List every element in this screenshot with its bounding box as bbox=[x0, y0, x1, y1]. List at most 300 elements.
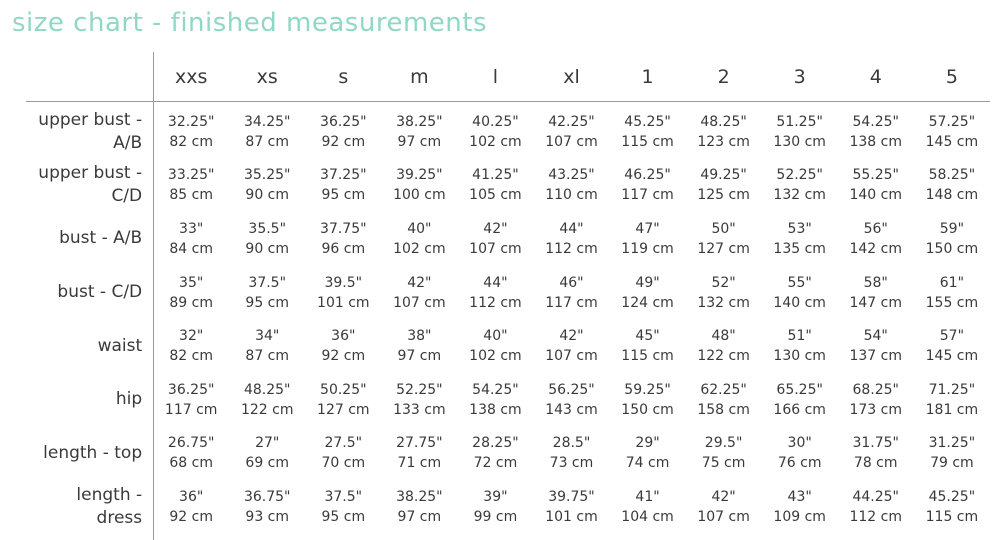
cm-value: 115 cm bbox=[621, 348, 674, 365]
measurement-cell bbox=[381, 159, 457, 213]
measurement-cell bbox=[229, 212, 305, 266]
cm-value: 181 cm bbox=[925, 401, 979, 418]
inches-value: 41.25" bbox=[472, 167, 519, 184]
cm-value: 101 cm bbox=[317, 294, 370, 311]
inches-value: 34" bbox=[255, 328, 280, 345]
inches-value: 41" bbox=[635, 488, 660, 505]
inches-value: 48.25" bbox=[243, 381, 291, 398]
measurement-cell bbox=[229, 427, 305, 481]
cm-value: 73 cm bbox=[549, 455, 594, 472]
inches-value: 34.25" bbox=[243, 113, 291, 130]
inches-value: 44.25" bbox=[852, 488, 899, 505]
measurement-cell bbox=[610, 480, 686, 534]
cm-value: 85 cm bbox=[169, 187, 213, 204]
cm-value: 150 cm bbox=[925, 240, 979, 257]
inches-value: 45.25" bbox=[928, 488, 976, 505]
inches-value: 44" bbox=[483, 274, 508, 291]
inches-value: 37.5" bbox=[324, 488, 363, 505]
measurement-cell bbox=[686, 101, 762, 159]
inches-value: 54.25" bbox=[472, 381, 519, 398]
cm-value: 123 cm bbox=[697, 133, 750, 150]
measurement-cell bbox=[686, 159, 762, 213]
row-label-line: dress bbox=[96, 507, 143, 528]
measurement-cell bbox=[533, 266, 609, 320]
inches-value: 46" bbox=[559, 274, 584, 291]
cm-value: 82 cm bbox=[169, 348, 213, 365]
inches-value: 35.5" bbox=[248, 220, 287, 237]
cm-value: 140 cm bbox=[773, 294, 826, 311]
cm-value: 117 cm bbox=[164, 401, 218, 418]
inches-value: 36.75" bbox=[243, 488, 291, 505]
inches-value: 49" bbox=[635, 274, 660, 291]
inches-value: 30" bbox=[787, 435, 812, 452]
inches-value: 36.25" bbox=[167, 381, 215, 398]
measurement-cell bbox=[533, 101, 609, 159]
cm-value: 76 cm bbox=[777, 455, 822, 472]
cm-value: 92 cm bbox=[169, 508, 213, 525]
cm-value: 102 cm bbox=[393, 240, 446, 257]
measurement-cell bbox=[153, 101, 229, 159]
row-label-line: bust - C/D bbox=[57, 282, 143, 303]
measurement-cell bbox=[762, 427, 838, 481]
cm-value: 71 cm bbox=[397, 455, 442, 472]
measurement-cell bbox=[686, 319, 762, 373]
measurement-cell bbox=[229, 159, 305, 213]
measurement-cell bbox=[305, 101, 381, 159]
size-header: xl bbox=[563, 65, 580, 88]
cm-value: 90 cm bbox=[245, 240, 290, 257]
cm-value: 145 cm bbox=[925, 348, 979, 365]
cm-value: 107 cm bbox=[697, 508, 750, 525]
cm-value: 115 cm bbox=[621, 133, 674, 150]
measurement-cell bbox=[686, 212, 762, 266]
inches-value: 48.25" bbox=[700, 113, 747, 130]
cm-value: 142 cm bbox=[849, 240, 902, 257]
size-header: 5 bbox=[945, 65, 958, 88]
measurement-cell bbox=[762, 266, 838, 320]
inches-value: 43.25" bbox=[548, 167, 595, 184]
measurement-cell bbox=[686, 373, 762, 427]
measurement-cell bbox=[914, 212, 990, 266]
row-label-line: upper bust - bbox=[38, 109, 143, 130]
header-corner bbox=[0, 52, 153, 101]
measurement-cell bbox=[610, 319, 686, 373]
inches-value: 42.25" bbox=[548, 113, 595, 130]
inches-value: 56" bbox=[863, 220, 888, 237]
measurement-cell bbox=[381, 266, 457, 320]
cm-value: 122 cm bbox=[240, 401, 294, 418]
measurement-cell bbox=[838, 480, 914, 534]
measurement-cell bbox=[762, 212, 838, 266]
cm-value: 78 cm bbox=[853, 455, 898, 472]
inches-value: 29" bbox=[635, 435, 660, 452]
measurement-cell bbox=[838, 266, 914, 320]
size-header: l bbox=[492, 65, 499, 88]
measurement-cell bbox=[686, 266, 762, 320]
cm-value: 97 cm bbox=[397, 133, 442, 150]
inches-value: 54" bbox=[863, 328, 888, 345]
inches-value: 42" bbox=[483, 220, 508, 237]
row-label bbox=[0, 480, 153, 534]
cm-value: 72 cm bbox=[473, 455, 518, 472]
cm-value: 166 cm bbox=[773, 401, 826, 418]
measurement-cell bbox=[533, 480, 609, 534]
cm-value: 138 cm bbox=[849, 133, 902, 150]
inches-value: 33.25" bbox=[167, 167, 215, 184]
inches-value: 39" bbox=[483, 488, 508, 505]
cm-value: 92 cm bbox=[321, 133, 366, 150]
inches-value: 65.25" bbox=[776, 381, 823, 398]
measurement-cell bbox=[305, 373, 381, 427]
measurement-cell bbox=[533, 373, 609, 427]
inches-value: 61" bbox=[939, 274, 965, 291]
measurement-row bbox=[0, 212, 990, 266]
cm-value: 117 cm bbox=[621, 187, 674, 204]
measurement-cell bbox=[914, 266, 990, 320]
inches-value: 28.25" bbox=[472, 435, 519, 452]
row-label bbox=[0, 373, 153, 427]
measurement-cell bbox=[229, 480, 305, 534]
cm-value: 109 cm bbox=[773, 508, 826, 525]
measurement-row bbox=[0, 266, 990, 320]
measurement-cell bbox=[457, 266, 533, 320]
measurement-cell bbox=[610, 159, 686, 213]
measurement-cell bbox=[610, 101, 686, 159]
measurement-cell bbox=[533, 319, 609, 373]
measurement-cell bbox=[229, 101, 305, 159]
measurement-cell bbox=[153, 159, 229, 213]
cm-value: 115 cm bbox=[925, 508, 979, 525]
inches-value: 32.25" bbox=[167, 113, 215, 130]
row-label bbox=[0, 427, 153, 481]
size-header: xs bbox=[256, 65, 278, 88]
cm-value: 70 cm bbox=[321, 455, 366, 472]
inches-value: 52.25" bbox=[776, 167, 823, 184]
measurement-cell bbox=[305, 159, 381, 213]
inches-value: 35" bbox=[179, 274, 204, 291]
cm-value: 148 cm bbox=[925, 187, 979, 204]
measurement-cell bbox=[305, 319, 381, 373]
measurement-cell bbox=[610, 212, 686, 266]
inches-value: 57.25" bbox=[928, 113, 976, 130]
inches-value: 62.25" bbox=[700, 381, 747, 398]
inches-value: 37.25" bbox=[320, 167, 367, 184]
inches-value: 50" bbox=[711, 220, 736, 237]
measurement-cell bbox=[838, 159, 914, 213]
cm-value: 132 cm bbox=[697, 294, 750, 311]
cm-value: 101 cm bbox=[545, 508, 598, 525]
inches-value: 36" bbox=[331, 328, 356, 345]
row-label-line: bust - A/B bbox=[59, 228, 143, 249]
inches-value: 27.5" bbox=[324, 435, 363, 452]
measurement-cell bbox=[914, 159, 990, 213]
inches-value: 57" bbox=[939, 328, 965, 345]
measurement-cell bbox=[533, 159, 609, 213]
measurement-cell bbox=[762, 373, 838, 427]
inches-value: 36.25" bbox=[320, 113, 367, 130]
measurement-cell bbox=[533, 427, 609, 481]
cm-value: 127 cm bbox=[697, 240, 750, 257]
measurement-cell bbox=[457, 212, 533, 266]
row-label-line: length - top bbox=[43, 442, 143, 463]
cm-value: 95 cm bbox=[321, 508, 366, 525]
inches-value: 27" bbox=[255, 435, 280, 452]
inches-value: 55" bbox=[787, 274, 812, 291]
cm-value: 130 cm bbox=[773, 133, 826, 150]
measurement-rows bbox=[0, 101, 990, 534]
size-header: m bbox=[410, 65, 429, 88]
measurement-cell bbox=[610, 427, 686, 481]
cm-value: 90 cm bbox=[245, 187, 290, 204]
measurement-cell bbox=[686, 427, 762, 481]
size-header: 4 bbox=[869, 65, 882, 88]
cm-value: 147 cm bbox=[849, 294, 902, 311]
measurement-row bbox=[0, 319, 990, 373]
measurement-cell bbox=[457, 373, 533, 427]
measurement-cell bbox=[914, 480, 990, 534]
cm-value: 89 cm bbox=[169, 294, 213, 311]
measurement-cell bbox=[838, 427, 914, 481]
row-label bbox=[0, 159, 153, 213]
measurement-cell bbox=[229, 319, 305, 373]
inches-value: 35.25" bbox=[243, 167, 291, 184]
cm-value: 124 cm bbox=[621, 294, 674, 311]
inches-value: 51" bbox=[787, 328, 812, 345]
inches-value: 53" bbox=[787, 220, 812, 237]
cm-value: 95 cm bbox=[321, 187, 366, 204]
inches-value: 59.25" bbox=[624, 381, 671, 398]
inches-value: 44" bbox=[559, 220, 584, 237]
inches-value: 58" bbox=[863, 274, 888, 291]
measurement-cell bbox=[153, 319, 229, 373]
inches-value: 58.25" bbox=[928, 167, 976, 184]
measurement-cell bbox=[686, 480, 762, 534]
measurement-cell bbox=[762, 480, 838, 534]
cm-value: 117 cm bbox=[545, 294, 598, 311]
inches-value: 54.25" bbox=[852, 113, 899, 130]
size-header: 1 bbox=[641, 65, 654, 88]
measurement-cell bbox=[838, 212, 914, 266]
inches-value: 45.25" bbox=[624, 113, 671, 130]
measurement-cell bbox=[381, 319, 457, 373]
inches-value: 31.25" bbox=[928, 435, 976, 452]
cm-value: 93 cm bbox=[245, 508, 290, 525]
measurement-cell bbox=[153, 212, 229, 266]
cm-value: 135 cm bbox=[773, 240, 826, 257]
measurement-cell bbox=[305, 266, 381, 320]
measurement-cell bbox=[153, 266, 229, 320]
inches-value: 51.25" bbox=[776, 113, 823, 130]
row-label-line: hip bbox=[115, 389, 143, 410]
inches-value: 50.25" bbox=[320, 381, 367, 398]
row-label bbox=[0, 266, 153, 320]
measurement-cell bbox=[153, 427, 229, 481]
row-label bbox=[0, 319, 153, 373]
cm-value: 75 cm bbox=[701, 455, 746, 472]
inches-value: 49.25" bbox=[700, 167, 747, 184]
measurement-cell bbox=[914, 427, 990, 481]
row-label-line: waist bbox=[97, 335, 143, 356]
cm-value: 104 cm bbox=[621, 508, 674, 525]
measurement-row bbox=[0, 373, 990, 427]
measurement-cell bbox=[153, 480, 229, 534]
cm-value: 68 cm bbox=[169, 455, 213, 472]
cm-value: 107 cm bbox=[545, 348, 598, 365]
row-label-line: A/B bbox=[113, 132, 143, 153]
cm-value: 82 cm bbox=[169, 133, 213, 150]
inches-value: 59" bbox=[939, 220, 965, 237]
measurement-cell bbox=[457, 159, 533, 213]
inches-value: 33" bbox=[179, 220, 204, 237]
cm-value: 143 cm bbox=[545, 401, 598, 418]
measurement-cell bbox=[914, 101, 990, 159]
cm-value: 107 cm bbox=[469, 240, 522, 257]
size-header-row bbox=[0, 52, 990, 101]
measurement-cell bbox=[914, 319, 990, 373]
inches-value: 39.75" bbox=[548, 488, 595, 505]
size-header: xxs bbox=[174, 65, 208, 88]
inches-value: 68.25" bbox=[852, 381, 899, 398]
inches-value: 36" bbox=[179, 488, 204, 505]
measurement-cell bbox=[381, 480, 457, 534]
inches-value: 40" bbox=[483, 328, 508, 345]
measurement-cell bbox=[533, 212, 609, 266]
inches-value: 47" bbox=[635, 220, 660, 237]
cm-value: 150 cm bbox=[621, 401, 674, 418]
inches-value: 31.75" bbox=[852, 435, 899, 452]
cm-value: 102 cm bbox=[469, 133, 522, 150]
cm-value: 84 cm bbox=[169, 240, 213, 257]
measurement-cell bbox=[762, 319, 838, 373]
cm-value: 133 cm bbox=[393, 401, 446, 418]
size-header: 2 bbox=[717, 65, 730, 88]
inches-value: 42" bbox=[711, 488, 736, 505]
inches-value: 39.5" bbox=[324, 274, 363, 291]
cm-value: 122 cm bbox=[697, 348, 750, 365]
cm-value: 97 cm bbox=[397, 508, 442, 525]
cm-value: 140 cm bbox=[849, 187, 902, 204]
measurement-cell bbox=[610, 373, 686, 427]
inches-value: 46.25" bbox=[624, 167, 671, 184]
inches-value: 42" bbox=[407, 274, 432, 291]
cm-value: 110 cm bbox=[545, 187, 598, 204]
measurement-cell bbox=[381, 212, 457, 266]
inches-value: 29.5" bbox=[704, 435, 743, 452]
cm-value: 155 cm bbox=[925, 294, 979, 311]
inches-value: 45" bbox=[635, 328, 660, 345]
measurement-cell bbox=[838, 101, 914, 159]
cm-value: 105 cm bbox=[469, 187, 522, 204]
cm-value: 112 cm bbox=[469, 294, 522, 311]
inches-value: 71.25" bbox=[928, 381, 976, 398]
inches-value: 32" bbox=[179, 328, 204, 345]
row-label-line: upper bust - bbox=[38, 163, 143, 184]
measurement-cell bbox=[229, 266, 305, 320]
inches-value: 56.25" bbox=[548, 381, 595, 398]
inches-value: 37.75" bbox=[320, 220, 367, 237]
inches-value: 39.25" bbox=[396, 167, 443, 184]
cm-value: 69 cm bbox=[245, 455, 290, 472]
cm-value: 173 cm bbox=[849, 401, 902, 418]
cm-value: 107 cm bbox=[545, 133, 598, 150]
measurement-row bbox=[0, 427, 990, 481]
inches-value: 26.75" bbox=[167, 435, 215, 452]
cm-value: 87 cm bbox=[245, 133, 290, 150]
inches-value: 43" bbox=[787, 488, 812, 505]
measurement-cell bbox=[838, 373, 914, 427]
cm-value: 87 cm bbox=[245, 348, 290, 365]
cm-value: 130 cm bbox=[773, 348, 826, 365]
cm-value: 145 cm bbox=[925, 133, 979, 150]
cm-value: 97 cm bbox=[397, 348, 442, 365]
cm-value: 100 cm bbox=[393, 187, 446, 204]
inches-value: 28.5" bbox=[552, 435, 591, 452]
measurement-row bbox=[0, 480, 990, 534]
cm-value: 132 cm bbox=[773, 187, 826, 204]
cm-value: 112 cm bbox=[545, 240, 598, 257]
chart-title: size chart - finished measurements bbox=[12, 8, 487, 38]
measurement-cell bbox=[457, 480, 533, 534]
measurement-cell bbox=[305, 427, 381, 481]
inches-value: 52.25" bbox=[396, 381, 443, 398]
cm-value: 95 cm bbox=[245, 294, 290, 311]
measurement-cell bbox=[838, 319, 914, 373]
cm-value: 79 cm bbox=[930, 455, 974, 472]
cm-value: 112 cm bbox=[849, 508, 902, 525]
measurement-cell bbox=[914, 373, 990, 427]
measurement-cell bbox=[457, 319, 533, 373]
size-header: s bbox=[338, 65, 349, 88]
row-label-line: C/D bbox=[111, 186, 143, 207]
cm-value: 127 cm bbox=[317, 401, 370, 418]
cm-value: 92 cm bbox=[321, 348, 366, 365]
measurement-cell bbox=[305, 480, 381, 534]
inches-value: 38.25" bbox=[396, 488, 443, 505]
measurement-row bbox=[0, 159, 990, 213]
cm-value: 102 cm bbox=[469, 348, 522, 365]
cm-value: 125 cm bbox=[697, 187, 750, 204]
cm-value: 158 cm bbox=[697, 401, 750, 418]
measurement-row bbox=[0, 101, 990, 159]
inches-value: 37.5" bbox=[248, 274, 287, 291]
inches-value: 40.25" bbox=[472, 113, 519, 130]
measurement-cell bbox=[305, 212, 381, 266]
measurement-cell bbox=[153, 373, 229, 427]
cm-value: 74 cm bbox=[625, 455, 670, 472]
measurement-cell bbox=[229, 373, 305, 427]
row-label-line: length - bbox=[76, 484, 143, 505]
measurement-cell bbox=[381, 101, 457, 159]
inches-value: 40" bbox=[407, 220, 432, 237]
inches-value: 38" bbox=[407, 328, 432, 345]
inches-value: 48" bbox=[711, 328, 736, 345]
cm-value: 107 cm bbox=[393, 294, 446, 311]
cm-value: 99 cm bbox=[473, 508, 518, 525]
measurement-cell bbox=[457, 101, 533, 159]
measurement-cell bbox=[457, 427, 533, 481]
cm-value: 96 cm bbox=[321, 240, 366, 257]
inches-value: 42" bbox=[559, 328, 584, 345]
inches-value: 52" bbox=[711, 274, 736, 291]
cm-value: 119 cm bbox=[621, 240, 674, 257]
size-chart-table bbox=[0, 52, 990, 534]
row-label bbox=[0, 101, 153, 159]
inches-value: 55.25" bbox=[852, 167, 899, 184]
measurement-cell bbox=[610, 266, 686, 320]
size-header: 3 bbox=[793, 65, 806, 88]
measurement-cell bbox=[381, 427, 457, 481]
cm-value: 138 cm bbox=[469, 401, 522, 418]
